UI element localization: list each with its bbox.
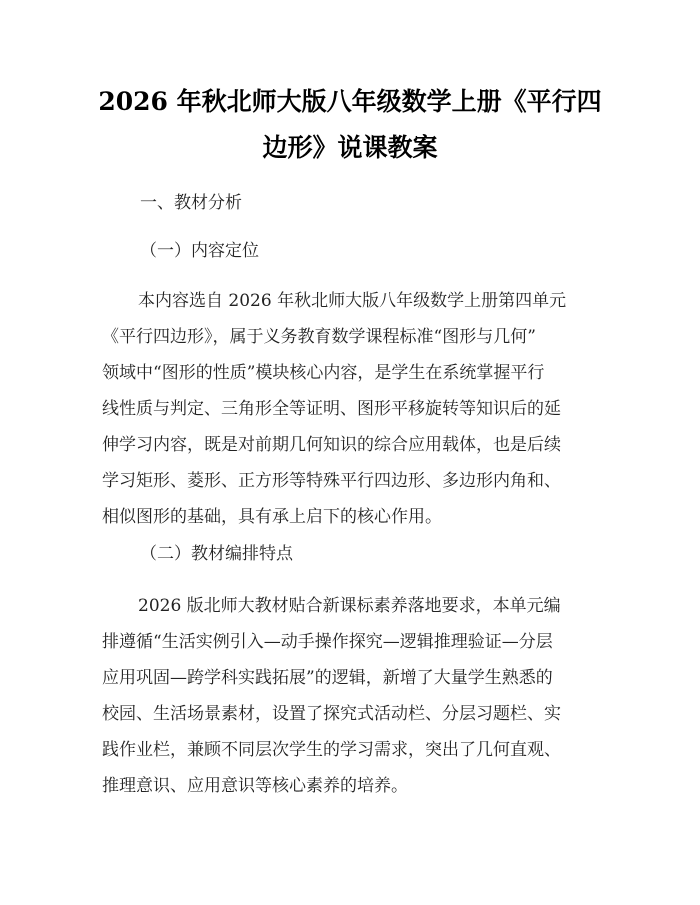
paragraph-line: 伸学习内容，既是对前期几何知识的综合应用载体，也是后续 [102, 435, 561, 455]
subsection-heading-textbook-features: （二）教材编排特点 [140, 544, 293, 564]
paragraph-line: 相似图形的基础，具有承上启下的核心作用。 [102, 507, 442, 527]
paragraph-line: 2026 版北师大教材贴合新课标素养落地要求，本单元编 [138, 596, 561, 616]
paragraph-line: 推理意识、应用意识等核心素养的培养。 [102, 776, 408, 796]
paragraph-line: 《平行四边形》，属于义务教育数学课程标准“图形与几何” [102, 327, 536, 347]
section-heading: 一、教材分析 [140, 193, 242, 213]
subsection-heading-content-positioning: （一）内容定位 [140, 241, 259, 261]
paragraph-line: 领域中“图形的性质”模块核心内容，是学生在系统掌握平行 [102, 363, 545, 383]
document-title-line-2: 边形》说课教案 [262, 133, 438, 162]
paragraph-content-positioning [102, 283, 606, 535]
paragraph-line: 学习矩形、菱形、正方形等特殊平行四边形、多边形内角和、 [102, 471, 561, 491]
paragraph-line: 排遵循“生活实例引入—动手操作探究—逻辑推理验证—分层 [102, 632, 553, 652]
document-title-line-1: 2026 年秋北师大版八年级数学上册《平行四 [98, 87, 602, 116]
paragraph-line: 线性质与判定、三角形全等证明、图形平移旋转等知识后的延 [102, 399, 561, 419]
paragraph-line: 本内容选自 2026 年秋北师大版八年级数学上册第四单元 [138, 291, 567, 311]
paragraph-line: 践作业栏，兼顾不同层次学生的学习需求，突出了几何直观、 [102, 740, 561, 760]
paragraph-textbook-features [102, 588, 606, 804]
paragraph-line: 校园、生活场景素材，设置了探究式活动栏、分层习题栏、实 [102, 704, 561, 724]
paragraph-line: 应用巩固—跨学科实践拓展”的逻辑，新增了大量学生熟悉的 [102, 668, 553, 688]
